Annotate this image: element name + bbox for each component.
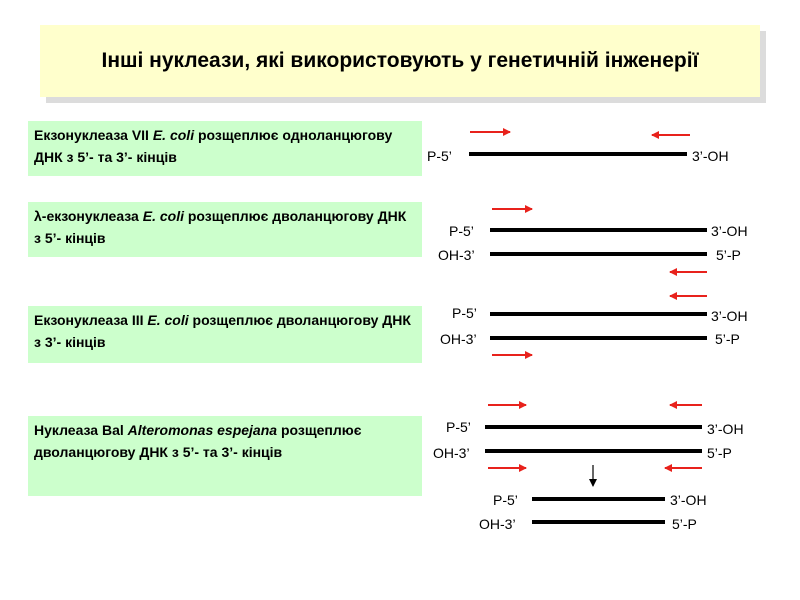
strand-label: 5’-P bbox=[672, 516, 697, 532]
organism-name: E. coli bbox=[152, 127, 195, 143]
strand-label: 3’-OH bbox=[711, 308, 748, 324]
diagram-exonuclease-iii bbox=[440, 296, 748, 355]
strand-label: 5’-P bbox=[715, 331, 740, 347]
organism-name: E. coli bbox=[147, 312, 189, 328]
organism-name: E. coli bbox=[142, 208, 184, 224]
page-title: Інші нуклеази, які використовують у генетичній інженерії bbox=[101, 49, 699, 72]
organism-name: Alteromonas espejana bbox=[127, 422, 278, 438]
strand-label: P-5’ bbox=[449, 223, 474, 239]
diagram-lambda-exonuclease bbox=[438, 209, 748, 272]
strand-label: P-5’ bbox=[446, 419, 471, 435]
strand-label: OH-3’ bbox=[433, 445, 470, 461]
strand-label: P-5’ bbox=[427, 148, 452, 164]
strand-label: 3’-OH bbox=[670, 492, 707, 508]
enzyme-description: розщеплює дволанцюгову ДНК з 3’- кінців bbox=[34, 312, 411, 350]
strand-label: 3’-OH bbox=[692, 148, 729, 164]
diagram-exonuclease-vii bbox=[427, 132, 729, 164]
enzyme-description: розщеплює дволанцюгову ДНК з 5’- та 3’- кінців bbox=[34, 422, 362, 460]
enzyme-description: розщеплює дволанцюгову ДНК з 5’- кінців bbox=[34, 208, 407, 246]
enzyme-name: Екзонуклеаза III bbox=[34, 312, 144, 328]
enzyme-name: Нуклеаза Bal bbox=[34, 422, 124, 438]
strand-label: OH-3’ bbox=[440, 331, 477, 347]
enzyme-name: λ-екзонуклеаза bbox=[34, 208, 143, 224]
strand-label: 5’-P bbox=[707, 445, 732, 461]
strand-label: 3’-OH bbox=[711, 223, 748, 239]
strand-label: OH-3’ bbox=[438, 247, 475, 263]
strand-label: 3’-OH bbox=[707, 421, 744, 437]
enzyme-name: Екзонуклеаза VII bbox=[34, 127, 149, 143]
enzyme-description: розщеплює одноланцюгову ДНК з 5’- та 3’- кінців bbox=[34, 127, 393, 165]
diagram-nuclease-bal bbox=[433, 405, 744, 532]
strand-label: P-5’ bbox=[452, 305, 477, 321]
strand-label: OH-3’ bbox=[479, 516, 516, 532]
strand-label: P-5’ bbox=[493, 492, 518, 508]
strand-label: 5’-P bbox=[716, 247, 741, 263]
